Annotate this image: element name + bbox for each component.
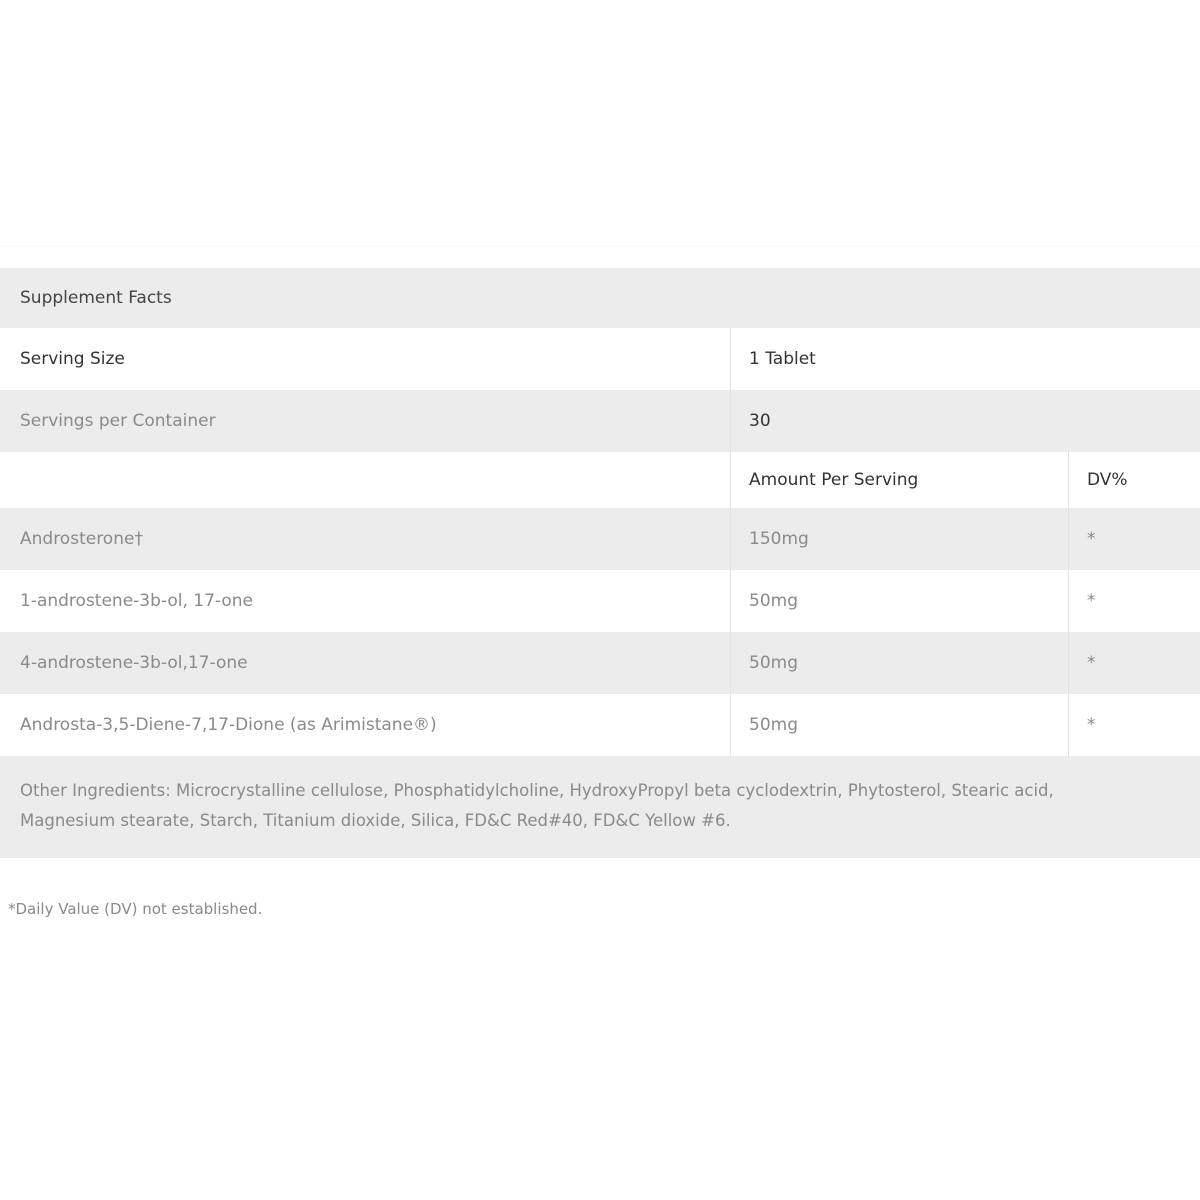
ingredient-dv: * — [1068, 632, 1200, 694]
serving-size-label: Serving Size — [20, 349, 125, 369]
serving-size-row — [0, 328, 1200, 390]
supplement-facts-table — [0, 268, 1200, 858]
servings-per-container-label: Servings per Container — [20, 411, 216, 431]
facts-title: Supplement Facts — [20, 288, 172, 308]
amount-per-serving-header: Amount Per Serving — [730, 452, 1068, 508]
ingredient-dv: * — [1068, 570, 1200, 632]
ingredient-row — [0, 570, 1200, 632]
ingredient-amount: 50mg — [730, 694, 1068, 756]
servings-per-container-value: 30 — [730, 390, 1200, 452]
ingredient-row — [0, 694, 1200, 756]
ingredient-row — [0, 508, 1200, 570]
ingredient-name: Androsta-3,5-Diene-7,17-Dione (as Arimistane®) — [20, 715, 437, 735]
column-header-blank — [0, 452, 730, 508]
ingredient-amount: 50mg — [730, 570, 1068, 632]
dv-footnote: *Daily Value (DV) not established. — [8, 900, 263, 918]
facts-title-row — [0, 268, 1200, 328]
ingredient-name: 1-androstene-3b-ol, 17-one — [20, 591, 254, 611]
ingredient-dv: * — [1068, 508, 1200, 570]
ingredient-name: 4-androstene-3b-ol,17-one — [20, 653, 248, 673]
ingredient-dv: * — [1068, 694, 1200, 756]
dv-header: DV% — [1068, 452, 1200, 508]
ingredient-row — [0, 632, 1200, 694]
ingredient-name: Androsterone† — [20, 529, 143, 549]
top-divider — [0, 246, 1200, 247]
ingredient-amount: 50mg — [730, 632, 1068, 694]
column-header-row — [0, 452, 1200, 508]
serving-size-value: 1 Tablet — [730, 328, 1200, 390]
servings-per-container-row — [0, 390, 1200, 452]
ingredient-amount: 150mg — [730, 508, 1068, 570]
other-ingredients: Other Ingredients: Microcrystalline cellulose, Phosphatidylcholine, HydroxyPropyl beta cyclodextrin, Phytosterol, Stearic acid, Magnesium stearate, Starch, Titanium dioxide, Silica, FD&C Red#40, FD&C Yellow #6. — [0, 756, 1200, 858]
